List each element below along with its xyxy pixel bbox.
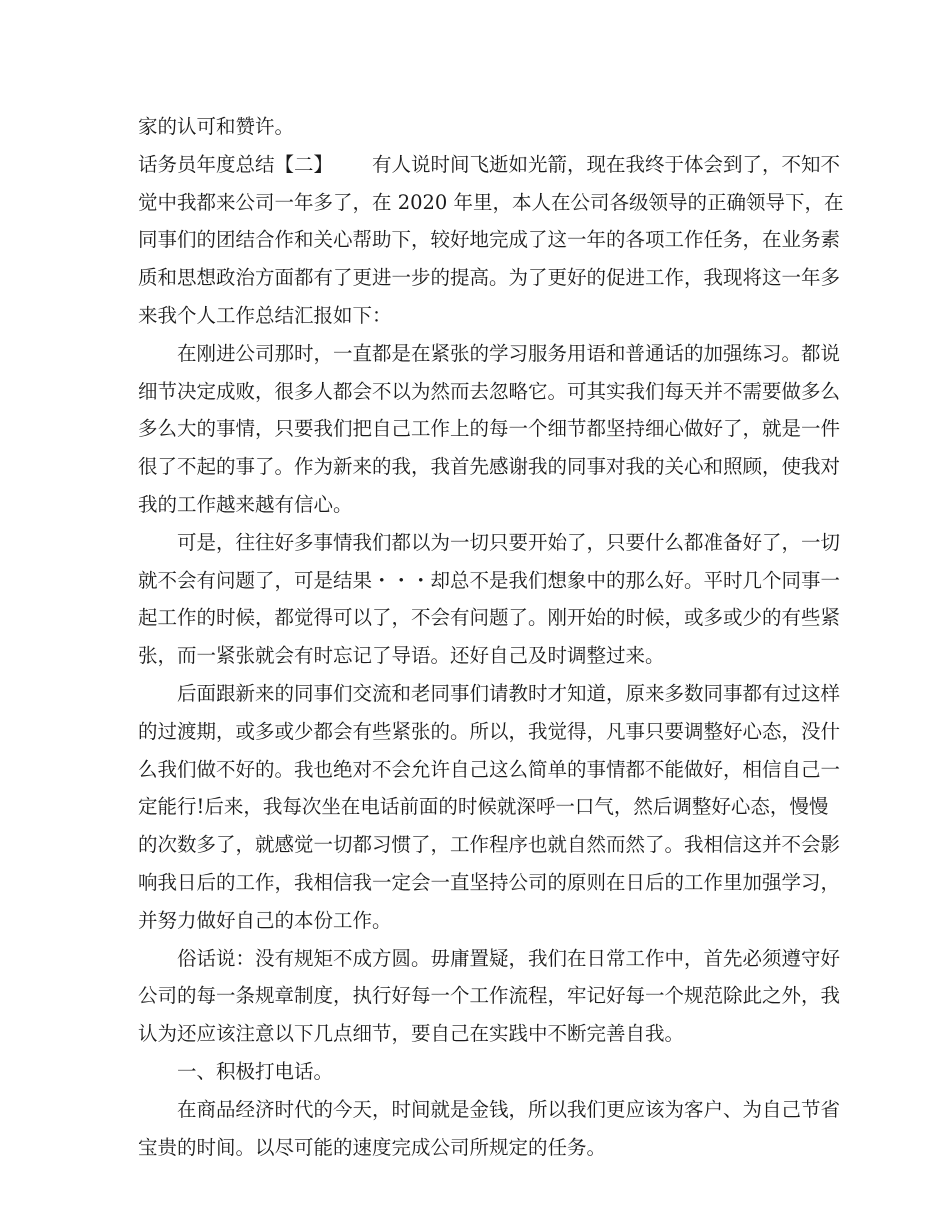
text-line: 就不会有问题了，可是结果・・・却总不是我们想象中的那么好。平时几个同事一 [138, 568, 841, 592]
document-body [138, 108, 844, 1166]
section-heading-line [138, 146, 841, 184]
text-line: 很了不起的事了。作为新来的我，我首先感谢我的同事对我的关心和照顾，使我对 [138, 455, 841, 479]
text-line: 在刚进公司那时，一直都是在紧张的学习服务用语和普通话的加强练习。都说 [177, 341, 841, 365]
text-line: 来我个人工作总结汇报如下： [138, 303, 392, 327]
text-line: 同事们的团结合作和关心帮助下，较好地完成了这一年的各项工作任务，在业务素 [138, 228, 841, 252]
text-line: 俗话说：没有规矩不成方圆。毋庸置疑，我们在日常工作中，首先必须遵守好 [177, 946, 841, 970]
text-line: 响我日后的工作，我相信我一定会一直坚持公司的原则在日后的工作里加强学习， [138, 870, 841, 894]
list-heading: 一、积极打电话。 [177, 1059, 334, 1083]
text-line: 并努力做好自己的本份工作。 [138, 908, 392, 932]
text-line: 认为还应该注意以下几点细节，要自己在实践中不断完善自我。 [138, 1022, 685, 1046]
text-line: 的次数多了，就感觉一切都习惯了，工作程序也就自然而然了。我相信这并不会影 [138, 833, 841, 857]
text-line: 宝贵的时间。以尽可能的速度完成公司所规定的任务。 [138, 1135, 607, 1159]
text-line: 多么大的事情，只要我们把自己工作上的每一个细节都坚持细心做好了，就是一件 [138, 417, 841, 441]
text-line: 公司的每一条规章制度，执行好每一个工作流程，牢记好每一个规范除此之外，我 [138, 984, 841, 1008]
text-line: 觉中我都来公司一年多了，在 2020 年里，本人在公司各级领导的正确领导下，在 [138, 190, 844, 214]
text-line: 么我们做不好的。我也绝对不会允许自己这么简单的事情都不能做好，相信自己一 [138, 757, 841, 781]
text-line: 质和思想政治方面都有了更进一步的提高。为了更好的促进工作，我现将这一年多 [138, 266, 841, 290]
text-line: 家的认可和赞许。 [138, 115, 295, 138]
text-line: 后面跟新来的同事们交流和老同事们请教时才知道，原来多数同事都有过这样 [177, 681, 841, 705]
text-line: 在商品经济时代的今天，时间就是金钱，所以我们更应该为客户、为自己节省 [177, 1097, 841, 1121]
text-line: 起工作的时候，都觉得可以了，不会有问题了。刚开始的时候，或多或少的有些紧 [138, 606, 841, 630]
text-line: 的过渡期，或多或少都会有些紧张的。所以，我觉得，凡事只要调整好心态，没什 [138, 719, 841, 743]
text-line: 我的工作越来越有信心。 [138, 492, 353, 516]
text-line: 细节决定成败，很多人都会不以为然而去忽略它。可其实我们每天并不需要做多么 [138, 379, 841, 403]
text-line: 有人说时间飞逝如光箭，现在我终于体会到了，不知不 [372, 152, 841, 176]
text-line: 定能行!后来，我每次坐在电话前面的时候就深呼一口气，然后调整好心态，慢慢 [138, 795, 829, 819]
text-line: 可是，往往好多事情我们都以为一切只要开始了，只要什么都准备好了，一切 [177, 530, 841, 554]
text-line: 张，而一紧张就会有时忘记了导语。还好自己及时调整过来。 [138, 644, 665, 668]
section-heading: 话务员年度总结【二】 [138, 152, 334, 176]
